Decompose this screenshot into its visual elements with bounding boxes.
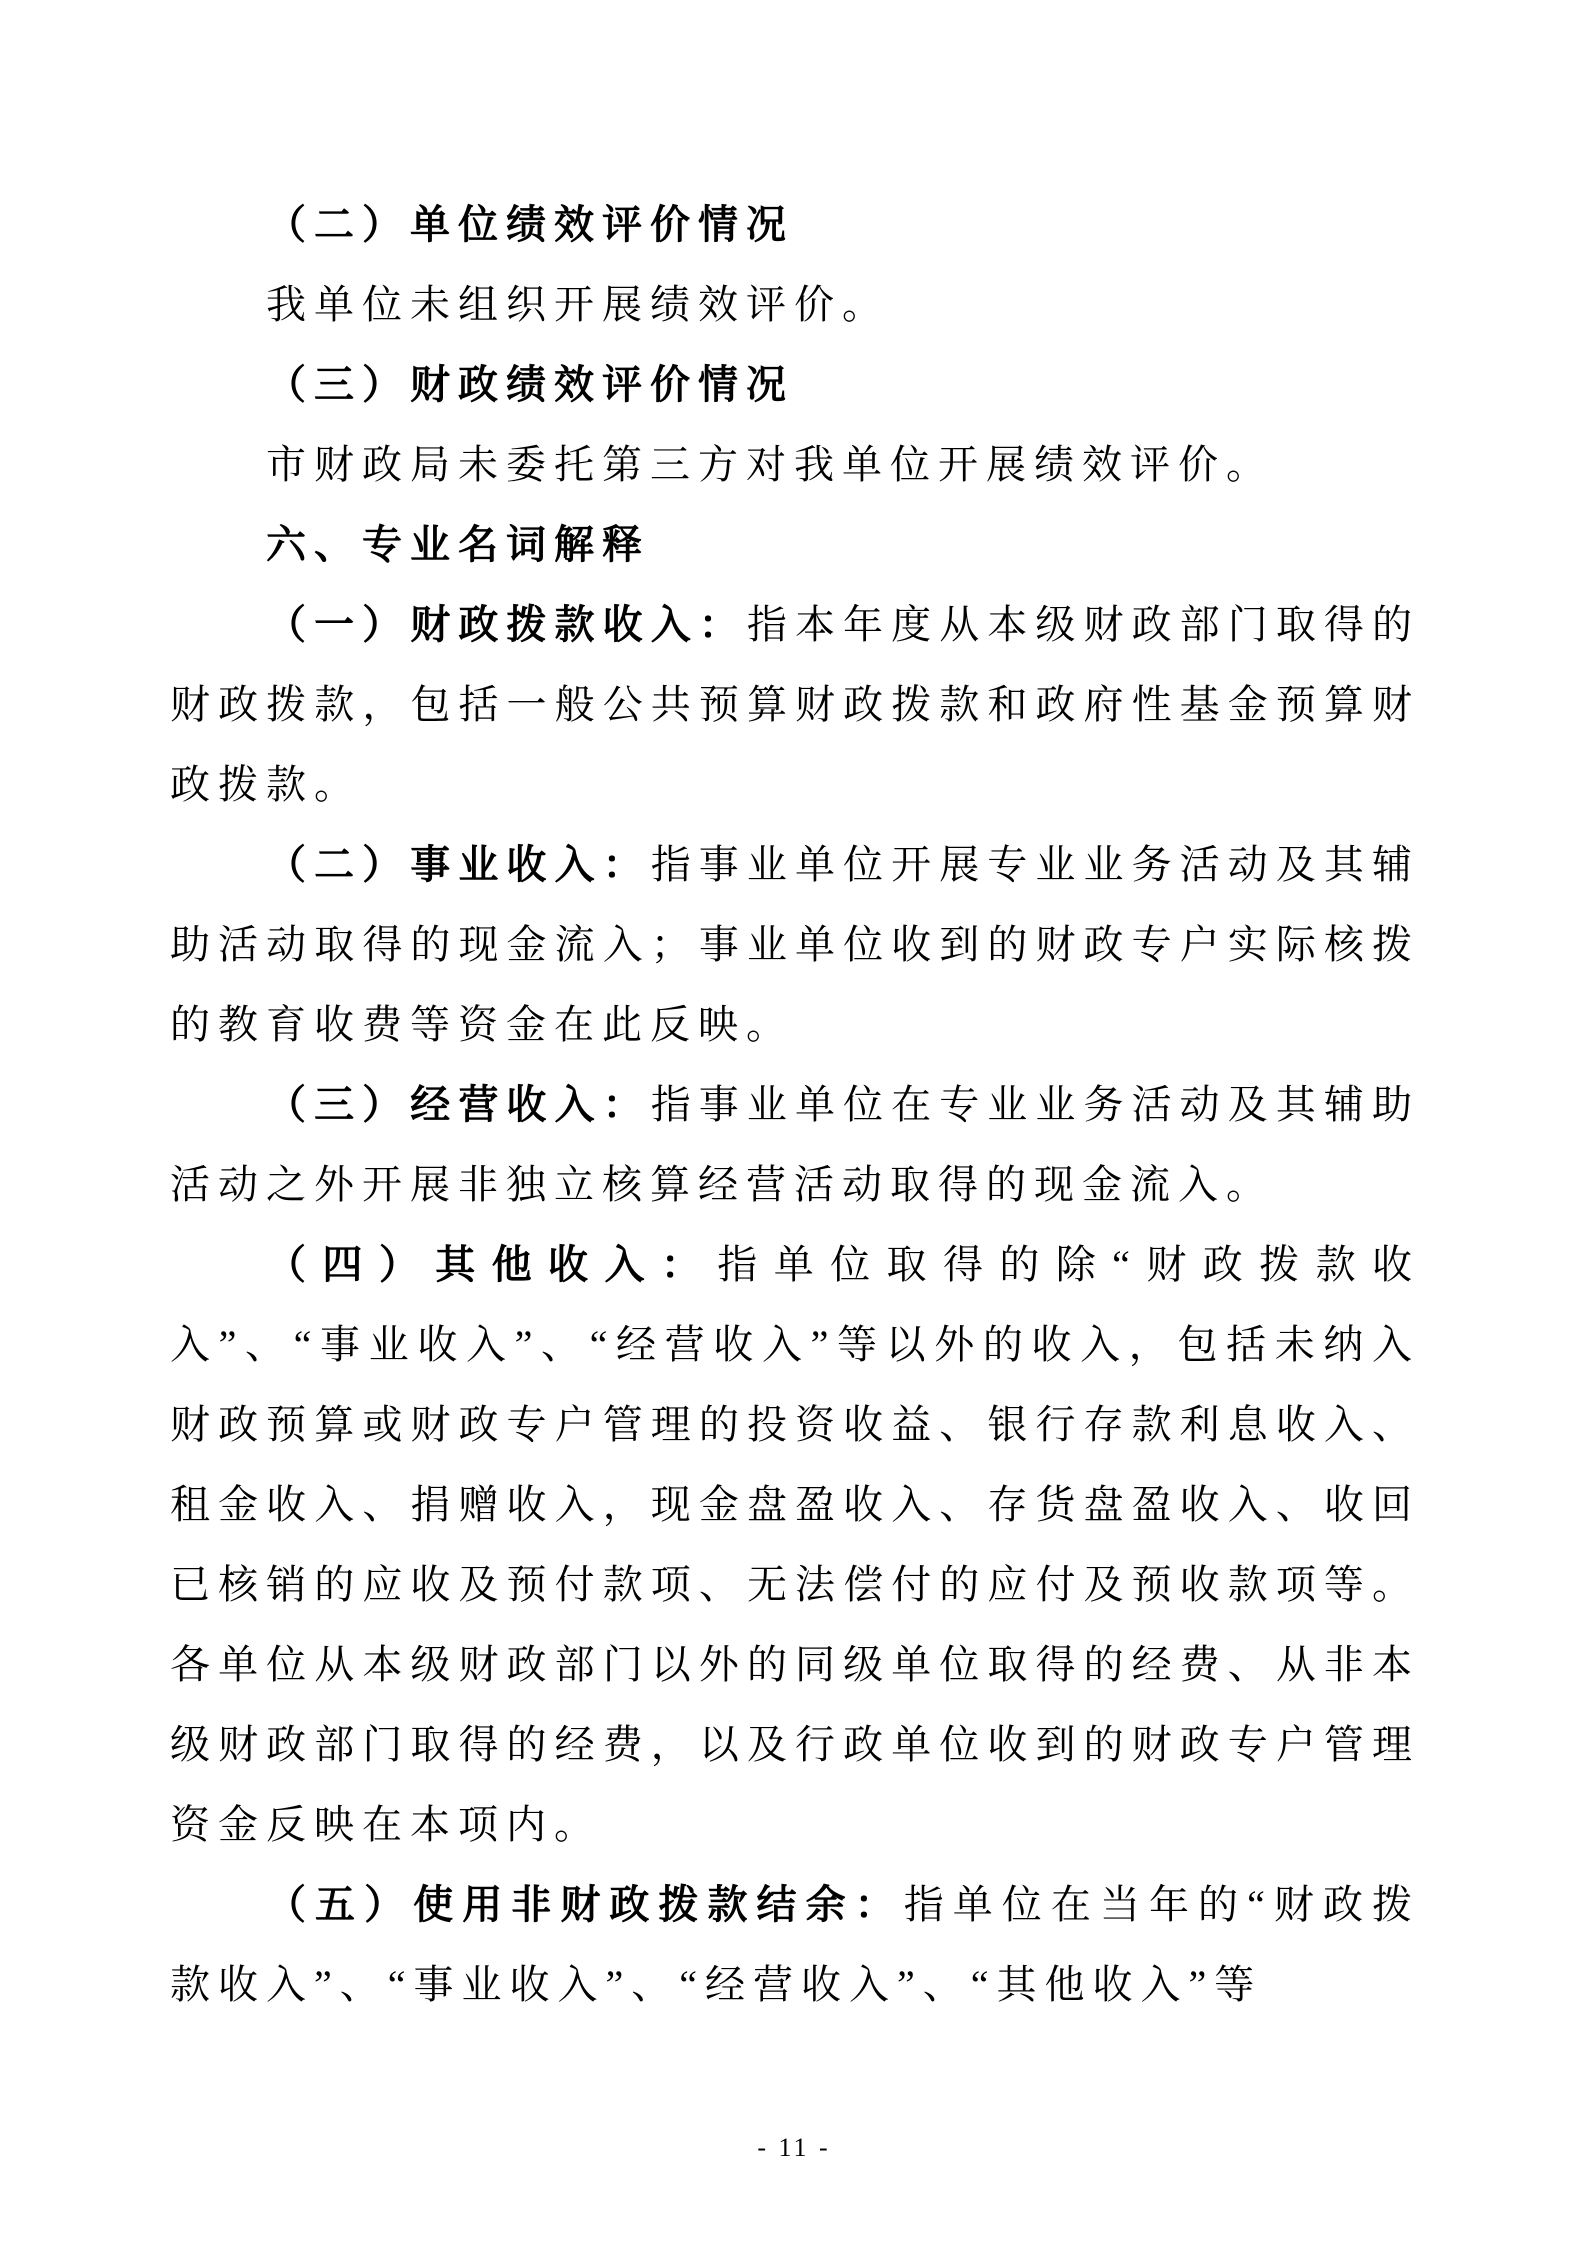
subheading-unit-performance-evaluation: （二）单位绩效评价情况 [266, 202, 794, 247]
body-fiscal-performance-evaluation: 市财政局未委托第三方对我单位开展绩效评价。 [266, 442, 1274, 487]
term-fiscal-appropriation-income [170, 585, 1420, 825]
body-unit-performance-evaluation: 我单位未组织开展绩效评价。 [266, 282, 890, 327]
term-other-income-text: 指单位取得的除“财政拨款收入”、“事业收入”、“经营收入”等以外的收入，包括未纳入财政预算或财政专户管理的投资收益、银行存款利息收入、租金收入、捐赠收入，现金盘盈收入、存货盘盈收入、收回已核销的应收及预付款项、无法偿付的应付及预收款项等。各单位从本级财政部门以外的同级单位取得的经费、从非本级财政部门取得的经费，以及行政单位收到的财政专户管理资金反映在本项内。 [170, 1242, 1420, 1847]
term-operating-income-lead: （三）经营收入： [266, 1082, 651, 1127]
term-other-income [170, 1225, 1420, 1865]
subheading-fiscal-performance-evaluation: （三）财政绩效评价情况 [266, 362, 794, 407]
term-fiscal-appropriation-income-lead: （一）财政拨款收入： [266, 602, 747, 647]
term-non-fiscal-appropriation-surplus [170, 1865, 1420, 2025]
term-operating-income [170, 1065, 1420, 1225]
term-institutional-income [170, 825, 1420, 1065]
term-operating-income-text: 指事业单位在专业业务活动及其辅助活动之外开展非独立核算经营活动取得的现金流入。 [170, 1082, 1421, 1207]
section-heading-terminology: 六、专业名词解释 [266, 523, 650, 567]
term-institutional-income-text: 指事业单位开展专业业务活动及其辅助活动取得的现金流入；事业单位收到的财政专户实际核拨的教育收费等资金在此反映。 [170, 842, 1421, 1047]
term-other-income-lead: （四）其他收入： [266, 1242, 718, 1287]
term-non-fiscal-appropriation-surplus-text: 指单位在当年的“财政拨款收入”、“事业收入”、“经营收入”、“其他收入”等 [170, 1882, 1420, 2007]
document-text-block [170, 185, 1420, 2025]
term-institutional-income-lead: （二）事业收入： [266, 842, 651, 887]
page-number: - 11 - [757, 2133, 831, 2162]
term-non-fiscal-appropriation-surplus-lead: （五）使用非财政拨款结余： [266, 1882, 904, 1927]
term-fiscal-appropriation-income-text: 指本年度从本级财政部门取得的财政拨款，包括一般公共预算财政拨款和政府性基金预算财政拨款。 [170, 602, 1421, 807]
